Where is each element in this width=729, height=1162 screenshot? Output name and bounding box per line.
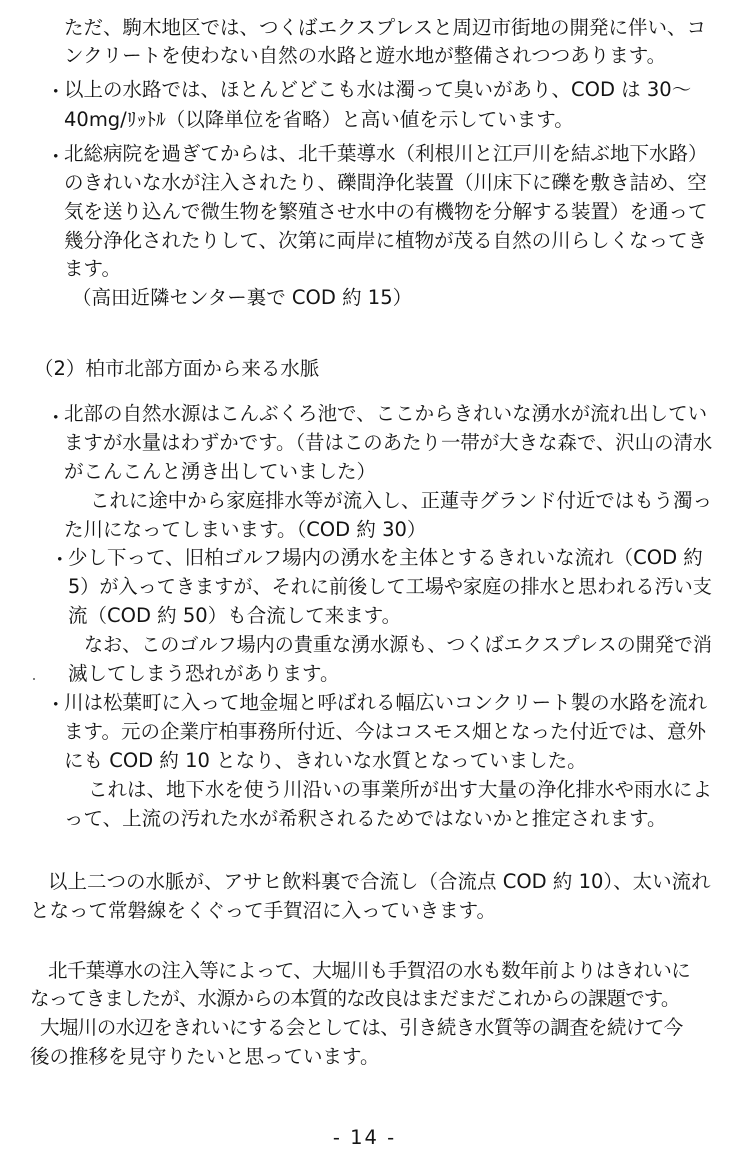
text-line: これに途中から家庭排水等が流入し、正蓮寺グランド付近ではもう濁っ (90, 489, 713, 512)
text-line: となって常磐線をくぐって手賀沼に入っていきます。 (30, 899, 497, 922)
text-line: ますが水量はわずかです。（昔はこのあたり一帯が大きな森で、沢山の清水 (64, 431, 713, 454)
text-line: 北千葉導水の注入等によって、大堀川も手賀沼の水も数年前よりはきれいに (48, 959, 691, 982)
text-line: 川は松葉町に入って地金堀と呼ばれる幅広いコンクリート製の水路を流れ (64, 691, 708, 714)
bullet-marker: ・ (46, 406, 66, 429)
page-number: - 14 - (332, 1126, 397, 1149)
bullet-marker: ・ (46, 693, 66, 716)
section-heading: （2）柏市北部方面から来る水脈 (34, 357, 320, 380)
text-line: 5）が入ってきますが、それに前後して工場や家庭の排水と思われる汚い支 (68, 575, 712, 598)
text-line: 流（COD 約 50）も合流して来ます。 (68, 604, 402, 627)
text-line: なお、このゴルフ場内の貴重な湧水源も、つくばエクスプレスの開発で消 (84, 633, 712, 656)
bullet-marker: ・ (46, 80, 66, 103)
text-line: 幾分浄化されたりして、次第に両岸に植物が茂る自然の川らしくなってき (64, 229, 708, 252)
text-line: って、上流の汚れた水が希釈されるためではないかと推定されます。 (64, 807, 667, 830)
text-line: た川になってしまいます。（COD 約 30） (64, 518, 427, 541)
text-line: にも COD 約 10 となり、きれいな水質となっていました。 (64, 749, 587, 772)
text-line: 後の推移を見守りたいと思っています。 (30, 1045, 380, 1068)
text-line: 以上の水路では、ほとんどどこも水は濁って臭いがあり、COD は 30～ (64, 78, 692, 101)
text-line: ただ、駒木地区では、つくばエクスプレスと周辺市街地の開発に伴い、コ (64, 16, 706, 39)
text-line: これは、地下水を使う川沿いの事業所が出す大量の浄化排水や雨水によ (88, 778, 713, 801)
text-line: （高田近隣センター裏で COD 約 15） (72, 286, 413, 309)
text-line: ます。 (64, 257, 121, 280)
text-line: 北部の自然水源はこんぶくろ池で、ここからきれいな湧水が流れ出してい (64, 402, 708, 425)
stray-mark (33, 678, 35, 680)
text-line: 滅してしまう恐れがあります。 (68, 662, 340, 685)
bullet-marker: ・ (50, 548, 70, 571)
text-line: 気を送り込んで微生物を繁殖させ水中の有機物を分解する装置）を通って (64, 200, 708, 223)
text-line: ンクリートを使わない自然の水路と遊水地が整備されつつあります。 (64, 44, 667, 67)
text-line: 北総病院を過ぎてからは、北千葉導水（利根川と江戸川を結ぶ地下水路） (64, 142, 708, 165)
text-line: がこんこんと湧き出していました） (64, 460, 377, 483)
text-line: なってきましたが、水源からの本質的な改良はまだまだこれからの課題です。 (30, 987, 680, 1010)
text-line: のきれいな水が注入されたり、礫間浄化装置（川床下に礫を敷き詰め、空 (64, 171, 707, 194)
text-line: ます。元の企業庁柏事務所付近、今はコスモス畑となった付近では、意外 (64, 720, 706, 743)
bullet-marker: ・ (46, 145, 66, 168)
text-line: 少し下って、旧柏ゴルフ場内の湧水を主体とするきれいな流れ（COD 約 (68, 546, 703, 569)
text-line: 40mg/ﾘｯﾄﾙ（以降単位を省略）と高い値を示しています。 (64, 108, 574, 131)
text-line: 大堀川の水辺をきれいにする会としては、引き続き水質等の調査を続けて今 (40, 1016, 683, 1039)
text-line: 以上二つの水脈が、アサヒ飲料裏で合流し（合流点 COD 約 10）、太い流れ (48, 870, 711, 893)
